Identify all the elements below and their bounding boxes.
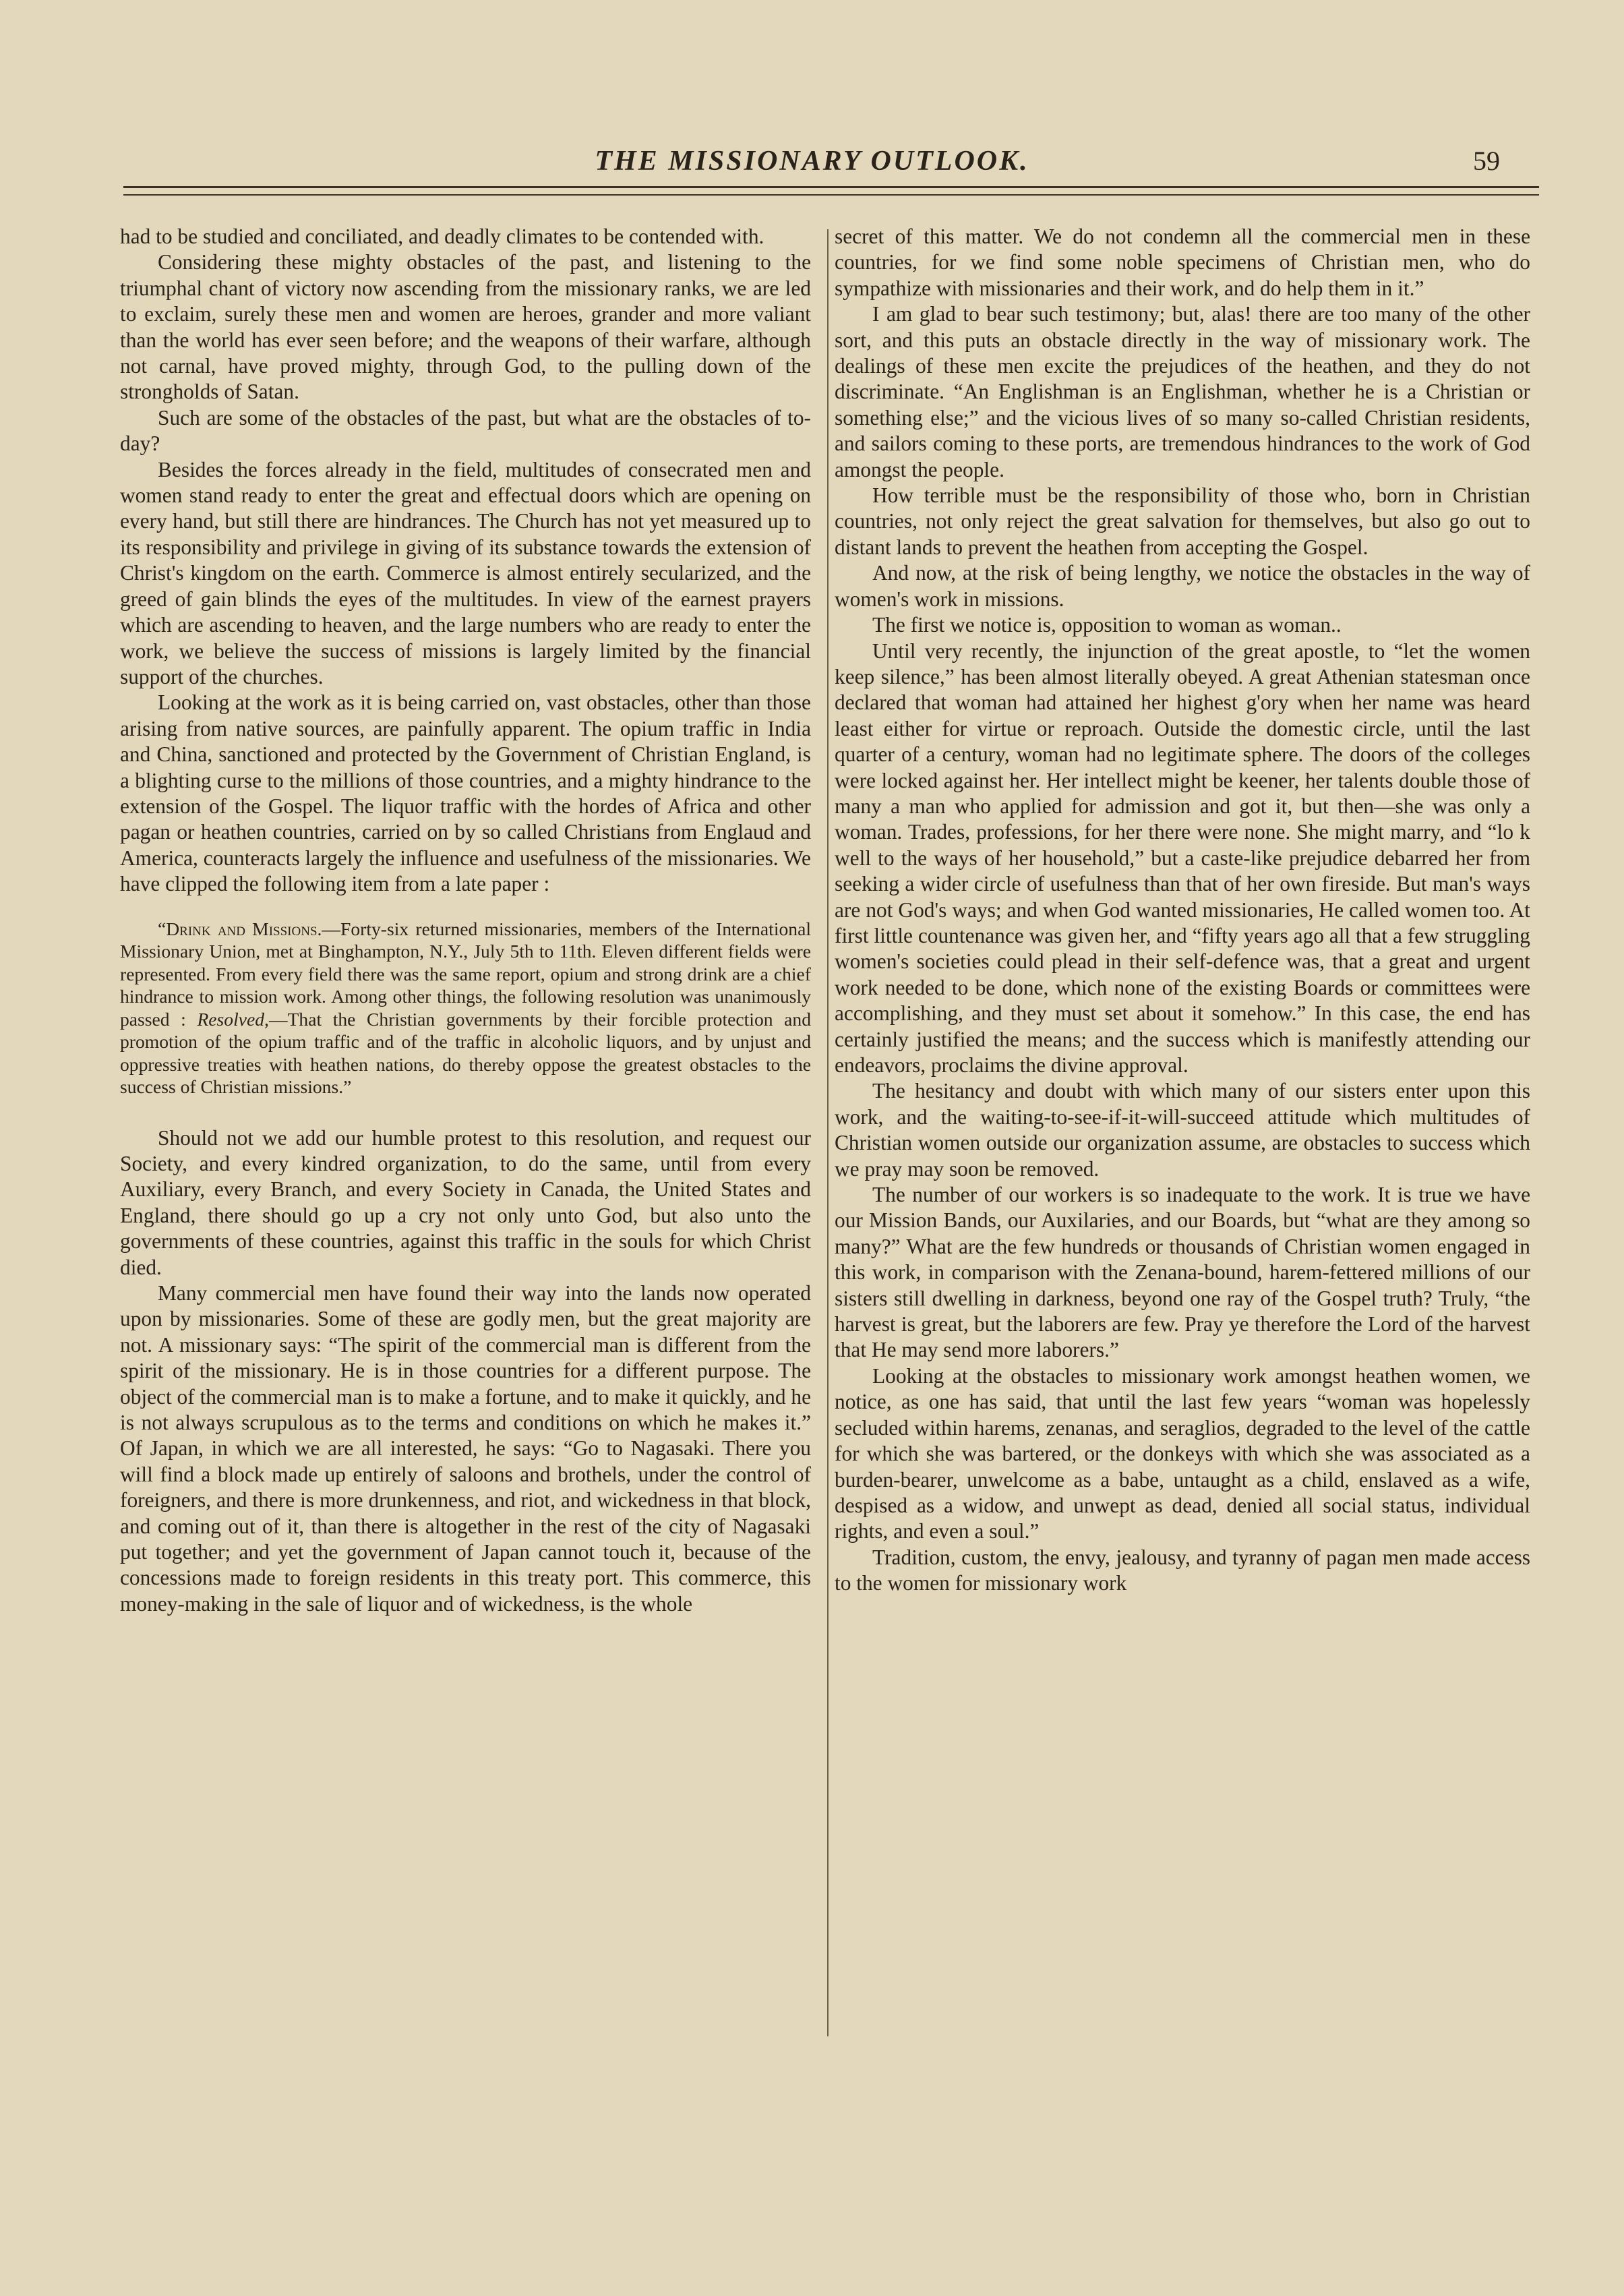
right-paragraph-2: I am glad to bear such testimony; but, alas! there are too many of the other sort, and this puts an obstacle directly in the way of missionary work. The dealings of these men excite the prejudices of the heathen, and they do not discriminate. “An Englishman is an Englishman, whether he is a Christian or something else;” and the vicious lives of so many so-called Christian residents, and sailors coming to these ports, are tremendous hindrances to the work of God amongst the people. (835, 302, 1530, 481)
right-paragraph-6: Until very recently, the injunction of the great apostle, to “let the women keep silence,” has been almost literally obeyed. A great Athenian statesman once declared that woman had attained her highest g'ory when her name was heard least either for virtue or reproach. Outside the domestic circle, until the last quarter of a century, woman had no legitimate sphere. The doors of the colleges were locked against her. Her intellect might be keener, her talents double those of many a man who applied for admission and got it, but then—she was only a woman. Trades, professions, for her there were none. She might marry, and “lo k well to the ways of her household,” but a caste-like prejudice debarred her from seeking a wider circle of usefulness than that of her own fireside. But man's ways are not God's ways; and when God wanted missionaries, He called women too. At first little countenance was given her, and “fifty years ago all that a few struggling women's societies could plead in their self-defence was, that a great and urgent work needed to be done, which none of the existing Boards or committees were accomplishing, and they must set about it somehow.” In this case, the end has certainly justified the means; and the success which is manifestly attending our endeavors, proclaims the divine approval. (835, 639, 1530, 1077)
right-paragraph-1: secret of this matter. We do not condemn all the commercial men in these countries, for we find some noble specimens of Christian men, who do sympathize with missionaries and their work, and do help them in it.” (835, 225, 1530, 300)
header-rule-bottom (123, 194, 1539, 196)
header-rule-top (123, 186, 1539, 188)
quote-heading: “Drink and Missions. (158, 918, 322, 939)
left-paragraph-1: had to be studied and conciliated, and deadly climates to be contended with. (120, 225, 764, 248)
column-divider (827, 229, 829, 2036)
right-paragraph-8: The number of our workers is so inadequate to the work. It is true we have our Mission Bands, our Auxilaries, and our Boards, but “what are they among so many?” What are the few hundreds or thousands of Christian women engaged in this work, in comparison with the Zenana-bound, harem-fettered millions of our sisters still dwelling in darkness, beyond one ray of the Gospel truth? Truly, “the harvest is great, but the laborers are few. Pray ye therefore the Lord of the harvest that He may send more laborers.” (835, 1183, 1530, 1362)
quoted-clipping (120, 918, 811, 1098)
left-paragraph-4: Besides the forces already in the field, multitudes of consecrated men and women stand ready to enter the great and effectual doors which are opening on every hand, but still there are hindrances. The Church has not yet measured up to its responsibility and privilege in giving of its substance towards the extension of Christ's kingdom on the earth. Commerce is almost entirely secularized, and the greed of gain blinds the eyes of the multitudes. In view of the earnest prayers which are ascending to heaven, and the large numbers who are ready to enter the work, we believe the success of missions is largely limited by the financial support of the churches. (120, 457, 811, 688)
quote-resolved: Resolved, (197, 1008, 269, 1030)
right-paragraph-10: Tradition, custom, the envy, jealousy, and tyranny of pagan men made access to the women for missionary work (835, 1545, 1530, 1595)
left-column (120, 224, 811, 1617)
quote-body: —Forty-six returned missionaries, members of the International Missionary Union, met at Binghampton, N.Y., July 5th to 11th. Eleven different fields were represented. From every field there was the same report, opium and strong drink are a chief hindrance to mission work. Among other things, the following resolution was unanimously passed : (120, 918, 811, 1030)
left-paragraph-5: Looking at the work as it is being carried on, vast obstacles, other than those arising from native sources, are painfully apparent. The opium traffic in India and China, sanctioned and protected by the Government of Christian England, is a blighting curse to the millions of those countries, and a mighty hindrance to the extension of the Gospel. The liquor traffic with the hordes of Africa and other pagan or heathen countries, carried on by so called Christians from Englaud and America, counteracts largely the influence and usefulness of the missionaries. We have clipped the following item from a late paper : (120, 690, 811, 896)
left-paragraph-3: Such are some of the obstacles of the past, but what are the obstacles of to-day? (120, 405, 811, 456)
right-paragraph-7: The hesitancy and doubt with which many of our sisters enter upon this work, and the waiting-to-see-if-it-will-succeed attitude which multitudes of Christian women outside our organization assume, are obstacles to success which we pray may soon be removed. (835, 1079, 1530, 1181)
right-paragraph-4: And now, at the risk of being lengthy, we notice the obstacles in the way of women's work in missions. (835, 561, 1530, 611)
left-paragraph-2: Considering these mighty obstacles of the past, and listening to the triumphal chant of victory now ascending from the missionary ranks, we are led to exclaim, surely these men and women are heroes, grander and more valiant than the world has ever seen before; and the weapons of their warfare, although not carnal, have proved mighty, through God, to the pulling down of the strongholds of Satan. (120, 250, 811, 404)
left-paragraph-6: Should not we add our humble protest to this resolution, and request our Society, and every kindred organization, to do the same, until from every Auxiliary, every Branch, and every Society in Canada, the United States and England, there should go up a cry not only unto God, but also unto the governments of these countries, against this traffic in the souls for which Christ died. (120, 1125, 811, 1279)
left-paragraph-7: Many commercial men have found their way into the lands now operated upon by missionaries. Some of these are godly men, but the great majority are not. A missionary says: “The spirit of the commercial man is different from the spirit of the missionary. He is in those countries for a different purpose. The object of the commercial man is to make a fortune, and to make it quickly, and he is not always scrupulous as to the terms and conditions on which he makes it.” Of Japan, in which we are all interested, he says: “Go to Nagasaki. There you will find a block made up entirely of saloons and brothels, under the control of foreigners, and there is more drunkenness, and riot, and wickedness in that block, and coming out of it, than there is altogether in the rest of the city of Nagasaki put together; and yet the government of Japan cannot touch it, because of the concessions made to foreign residents in this treaty port. This commerce, this money-making in the sale of liquor and of wickedness, is the whole (120, 1281, 811, 1616)
right-column (835, 224, 1530, 1597)
quote-end: —That the Christian governments by their forcible protection and promotion of the opium traffic and of the traffic in alcoholic liquors, and by unjust and oppressive treaties with heathen nations, do thereby oppose the greatest obstacles to the success of Christian missions.” (120, 1008, 811, 1098)
right-paragraph-9: Looking at the obstacles to missionary work amongst heathen women, we notice, as one has said, that until the last few years “woman was hopelessly secluded within harems, zenanas, and seraglios, degraded to the level of the cattle for which she was bartered, or the donkeys with which she was associated as a burden-bearer, unwelcome as a babe, untaught as a child, enslaved as a wife, despised as a widow, and unwept as dead, denied all social status, individual rights, and even a soul.” (835, 1363, 1530, 1543)
page-number: 59 (1473, 146, 1500, 176)
right-paragraph-3: How terrible must be the responsibility of those who, born in Christian countries, not only reject the great salvation for themselves, but also go out to distant lands to prevent the heathen from accepting the Gospel. (835, 483, 1530, 559)
right-paragraph-5: The first we notice is, opposition to woman as woman.. (872, 613, 1342, 637)
running-header-title: THE MISSIONARY OUTLOOK. (595, 146, 1029, 177)
